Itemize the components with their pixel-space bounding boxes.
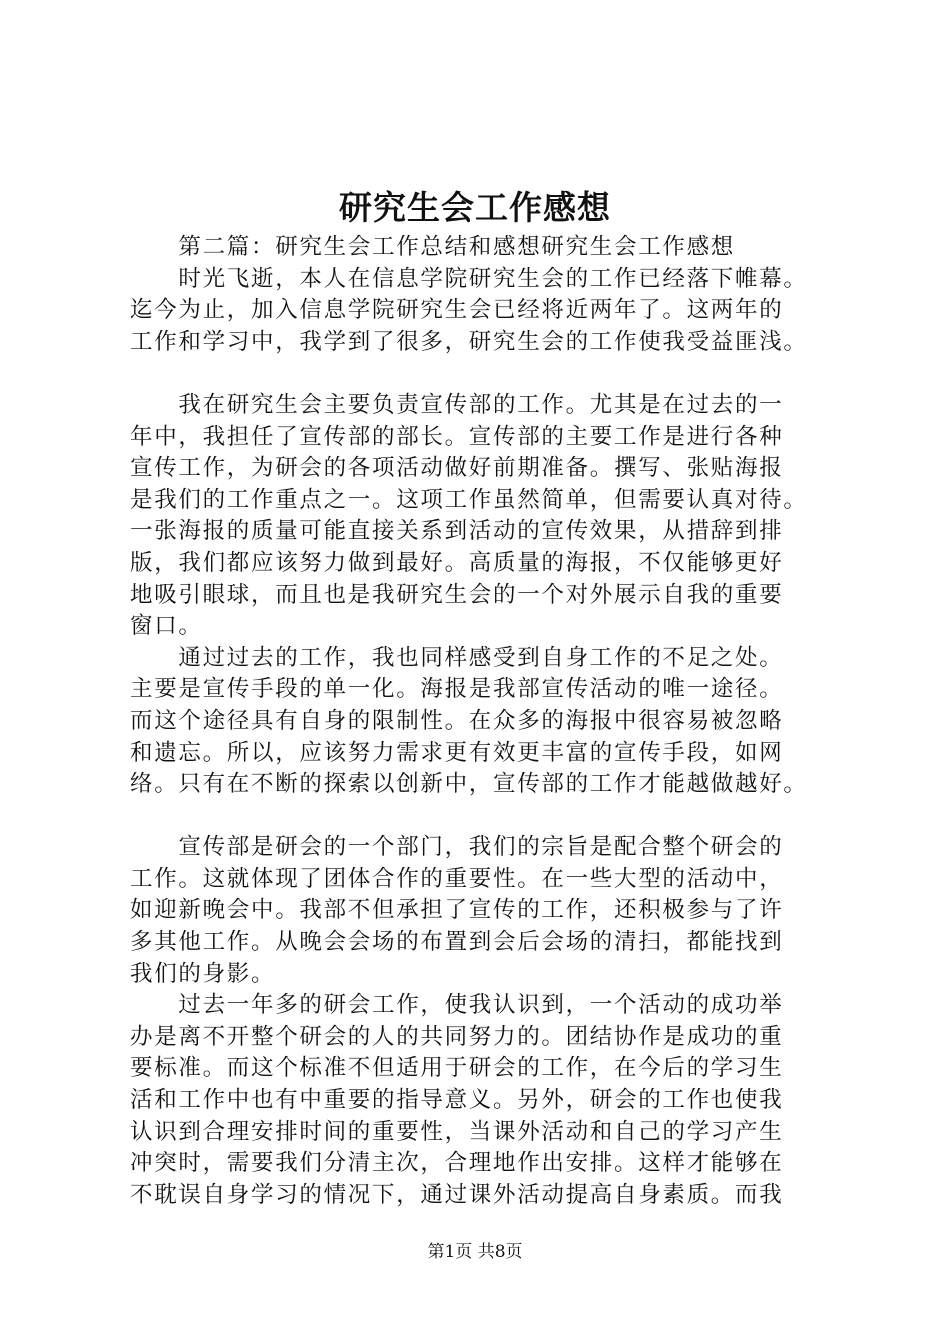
body-line: 多其他工作。从晚会会场的布置到会后会场的清扫，都能找到 <box>130 929 784 956</box>
body-line: 办是离不开整个研会的人的共同努力的。团结协作是成功的重 <box>130 1023 784 1050</box>
body-line: 冲突时，需要我们分清主次，合理地作出安排。这样才能够在 <box>130 1150 784 1177</box>
body-line: 我在研究生会主要负责宣传部的工作。尤其是在过去的一 <box>130 391 784 418</box>
body-line: 迄今为止，加入信息学院研究生会已经将近两年了。这两年的 <box>130 297 784 324</box>
body-line: 过去一年多的研会工作，使我认识到，一个活动的成功举 <box>130 992 784 1019</box>
blank-line <box>130 358 850 390</box>
page-footer: 第1页 共8页 <box>427 1242 523 1262</box>
body-line: 主要是宣传手段的单一化。海报是我部宣传活动的唯一途径。 <box>130 676 784 703</box>
body-line: 要标准。而这个标准不但适用于研会的工作，在今后的学习生 <box>130 1055 784 1082</box>
body-line: 和遗忘。所以，应该努力需求更有效更丰富的宣传手段，如网 <box>130 739 784 766</box>
body-line: 时光飞逝，本人在信息学院研究生会的工作已经落下帷幕。 <box>130 265 808 292</box>
body-line: 络。只有在不断的探索以创新中，宣传部的工作才能越做越好。 <box>130 771 808 798</box>
document-body <box>130 232 850 1211</box>
body-line: 活和工作中也有中重要的指导意义。另外，研会的工作也使我 <box>130 1087 784 1114</box>
body-line: 一张海报的质量可能直接关系到活动的宣传效果，从措辞到排 <box>130 518 784 545</box>
body-line: 不耽误自身学习的情况下，通过课外活动提高自身素质。而我 <box>130 1181 784 1208</box>
body-line: 是我们的工作重点之一。这项工作虽然简单，但需要认真对待。 <box>130 486 808 513</box>
body-line: 通过过去的工作，我也同样感受到自身工作的不足之处。 <box>130 644 784 671</box>
body-line: 版，我们都应该努力做到最好。高质量的海报，不仅能够更好 <box>130 549 784 576</box>
body-line: 而这个途径具有自身的限制性。在众多的海报中很容易被忽略 <box>130 707 784 734</box>
body-line: 认识到合理安排时间的重要性，当课外活动和自己的学习产生 <box>130 1118 784 1145</box>
body-line: 如迎新晚会中。我部不但承担了宣传的工作，还积极参与了许 <box>130 897 784 924</box>
body-line: 我们的身影。 <box>130 960 276 987</box>
blank-line <box>130 801 850 833</box>
body-line: 地吸引眼球，而且也是我研究生会的一个对外展示自我的重要 <box>130 581 784 608</box>
body-line: 窗口。 <box>130 613 203 640</box>
document-title: 研究生会工作感想 <box>339 188 611 227</box>
body-line: 工作。这就体现了团体合作的重要性。在一些大型的活动中， <box>130 865 784 892</box>
body-line: 宣传部是研会的一个部门，我们的宗旨是配合整个研会的 <box>130 834 784 861</box>
body-line: 工作和学习中，我学到了很多，研究生会的工作使我受益匪浅。 <box>130 328 808 355</box>
body-line: 宣传工作，为研会的各项活动做好前期准备。撰写、张贴海报 <box>130 455 784 482</box>
body-line: 第二篇：研究生会工作总结和感想研究生会工作感想 <box>130 234 736 260</box>
body-line: 年中，我担任了宣传部的部长。宣传部的主要工作是进行各种 <box>130 423 784 450</box>
